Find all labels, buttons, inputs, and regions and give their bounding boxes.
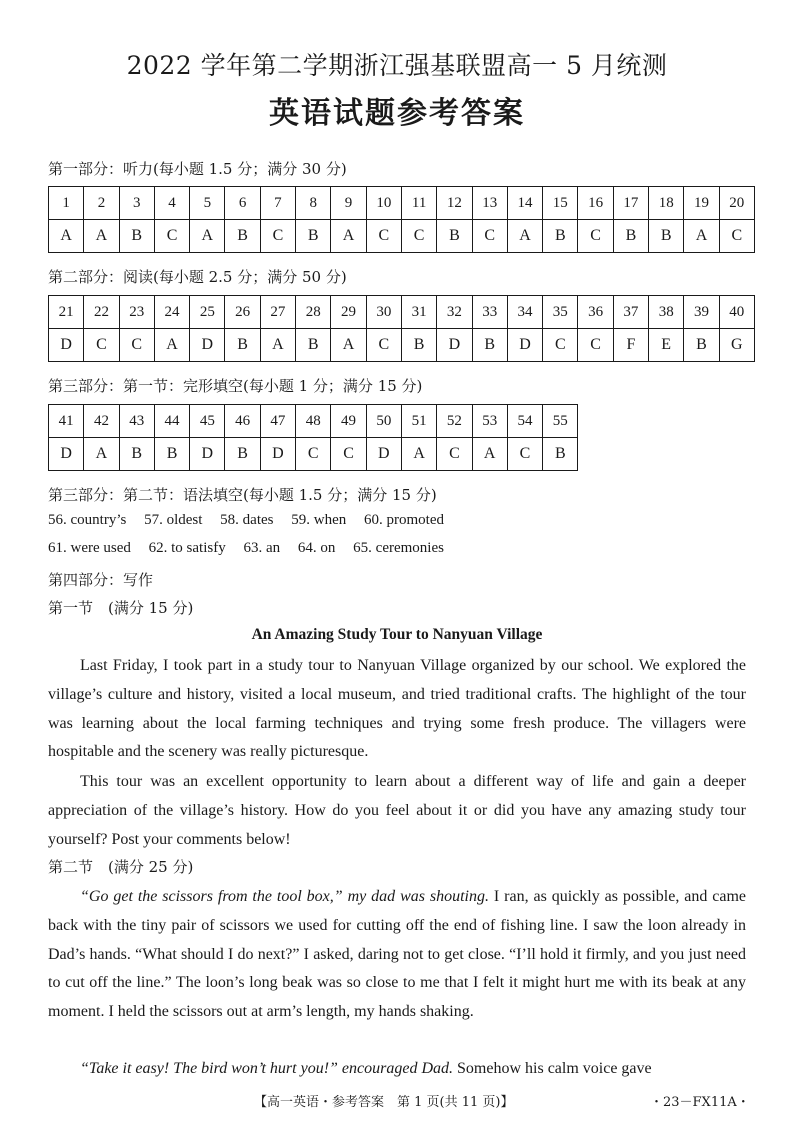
question-number: 39 [684,296,719,329]
question-number: 34 [507,296,542,329]
question-number: 37 [613,296,648,329]
answer-letter: C [543,329,578,362]
answer-letter: C [296,438,331,471]
answer-key-title: 英语试题参考答案 [269,96,525,131]
question-number: 52 [437,405,472,438]
question-number: 26 [225,296,260,329]
question-number: 49 [331,405,366,438]
question-number: 54 [507,405,542,438]
question-number: 32 [437,296,472,329]
question-number: 36 [578,296,613,329]
question-number: 17 [613,187,648,220]
answer-letter: A [154,329,189,362]
exam-title: 2022 学年第二学期浙江强基联盟高一 5 月统测 [126,51,668,80]
question-number: 21 [49,296,84,329]
answer-letter: D [190,438,225,471]
grammar-answer: 58. dates [220,512,274,528]
question-number: 13 [472,187,507,220]
answer-letter: D [49,438,84,471]
grammar-answer: 63. an [243,540,281,556]
writing-section2-heading: 第二节 (满分 25 分) [48,858,194,876]
question-number: 23 [119,296,154,329]
question-number: 10 [366,187,401,220]
answer-letter: D [260,438,295,471]
grammar-answers-row2 [48,540,458,557]
answer-letter: A [401,438,436,471]
grammar-answer: 62. to satisfy [148,540,226,556]
question-number: 5 [190,187,225,220]
answer-letter: D [507,329,542,362]
question-number: 50 [366,405,401,438]
essay-paragraph-2: This tour was an excellent opportunity to learn about a different way of life and gain a deeper appreciation of the village’s history. How do you feel about it or did you have any amazing study tour yourself? Post your comments below! [48,773,746,848]
question-number: 46 [225,405,260,438]
question-number: 12 [437,187,472,220]
part3-answer-row [49,438,578,471]
grammar-answer: 61. were used [48,540,131,556]
question-number: 4 [154,187,189,220]
part2-heading: 第二部分：阅读(每小题 2.5 分；满分 50 分) [48,268,347,286]
question-number: 29 [331,296,366,329]
answer-letter: B [684,329,719,362]
question-number: 31 [401,296,436,329]
question-number: 1 [49,187,84,220]
answer-letter: A [260,329,295,362]
grammar-answer: 56. country’s [48,512,127,528]
answer-letter: B [296,329,331,362]
answer-letter: C [260,220,295,253]
part1-answer-table [48,186,755,253]
answer-letter: C [507,438,542,471]
part2-answer-row [49,329,755,362]
answer-letter: A [331,329,366,362]
essay-title: An Amazing Study Tour to Nanyuan Village [251,626,543,643]
answer-letter: B [401,329,436,362]
answer-letter: B [649,220,684,253]
grammar-answer: 57. oldest [144,512,203,528]
question-number: 8 [296,187,331,220]
footer-page-info: 【高一英语・参考答案 第 1 页(共 11 页)】 [254,1095,514,1110]
answer-letter: A [190,220,225,253]
answer-letter: B [543,220,578,253]
question-number: 30 [366,296,401,329]
answer-letter: B [437,220,472,253]
story-p1-text: I ran, as quickly as possible, and came back with the tiny pair of scissors we used for cutting off the end of fishing line. I saw the loon already in Dad’s hands. “What should I do next?” I asked, daring not to get close. “I’ll hold it firmly, and you just need to cut off the line.” The loon’s long beak was so close to me that I felt it might hurt me with its beak at any moment. I held the scissors out at arm’s length, my hands shaking. [48,888,747,1021]
answer-letter: D [49,329,84,362]
part2-answer-table [48,295,755,362]
answer-letter: B [613,220,648,253]
question-number: 41 [49,405,84,438]
part4-heading: 第四部分：写作 [48,571,154,589]
answer-letter: C [401,220,436,253]
question-number: 38 [649,296,684,329]
answer-letter: D [366,438,401,471]
answer-letter: A [507,220,542,253]
question-number: 2 [84,187,119,220]
question-number: 48 [296,405,331,438]
part1-answer-row [49,220,755,253]
question-number: 11 [401,187,436,220]
question-number: 27 [260,296,295,329]
question-number: 51 [401,405,436,438]
grammar-answer: 60. promoted [364,512,444,528]
answer-letter: A [684,220,719,253]
answer-letter: B [472,329,507,362]
answer-letter: C [366,329,401,362]
question-number: 14 [507,187,542,220]
question-number: 42 [84,405,119,438]
answer-letter: A [84,438,119,471]
part2-number-row [49,296,755,329]
question-number: 55 [543,405,578,438]
part1-number-row [49,187,755,220]
answer-letter: G [719,329,754,362]
story-p1-italic: “Go get the scissors from the tool box,” my dad was shouting. [80,888,490,905]
question-number: 20 [719,187,754,220]
story-p2-text: Somehow his calm voice gave [453,1060,652,1077]
answer-letter: D [437,329,472,362]
question-number: 18 [649,187,684,220]
answer-letter: C [437,438,472,471]
question-number: 47 [260,405,295,438]
answer-letter: D [190,329,225,362]
answer-letter: A [472,438,507,471]
answer-letter: A [331,220,366,253]
grammar-answers-row1 [48,512,458,529]
writing-section1-heading: 第一节 (满分 15 分) [48,599,194,617]
answer-letter: B [119,438,154,471]
answer-letter: B [119,220,154,253]
story-p2-italic: “Take it easy! The bird won’t hurt you!” encouraged Dad. [80,1060,454,1077]
answer-letter: C [578,220,613,253]
question-number: 16 [578,187,613,220]
question-number: 44 [154,405,189,438]
answer-letter: C [119,329,154,362]
question-number: 40 [719,296,754,329]
question-number: 33 [472,296,507,329]
answer-letter: B [543,438,578,471]
part3-section1-answer-table [48,404,578,471]
answer-letter: E [649,329,684,362]
answer-letter: A [49,220,84,253]
answer-letter: B [154,438,189,471]
question-number: 7 [260,187,295,220]
answer-letter: C [84,329,119,362]
answer-letter: B [225,220,260,253]
part3-section1-heading: 第三部分：第一节：完形填空(每小题 1 分；满分 15 分) [48,377,423,395]
question-number: 22 [84,296,119,329]
part1-heading: 第一部分：听力(每小题 1.5 分；满分 30 分) [48,160,347,178]
grammar-answer: 64. on [297,540,336,556]
question-number: 24 [154,296,189,329]
answer-letter: F [613,329,648,362]
question-number: 28 [296,296,331,329]
question-number: 19 [684,187,719,220]
answer-letter: C [331,438,366,471]
answer-letter: B [225,438,260,471]
footer-code: ・23－FX11A・ [650,1095,750,1110]
answer-letter: C [719,220,754,253]
story-paragraph-1 [48,883,746,1027]
grammar-answer: 65. ceremonies [353,540,444,556]
answer-letter: A [84,220,119,253]
part3-section2-heading: 第三部分：第二节：语法填空(每小题 1.5 分；满分 15 分) [48,486,437,504]
question-number: 25 [190,296,225,329]
answer-letter: C [578,329,613,362]
essay-paragraph-1: Last Friday, I took part in a study tour to Nanyuan Village organized by our school. We explored the village’s culture and history, visited a local museum, and tried traditional crafts. The highlight of the tour was learning about the local farming techniques and trying some fresh produce. The villagers were hospitable and the scenery was really picturesque. [48,657,746,761]
answer-letter: C [154,220,189,253]
question-number: 43 [119,405,154,438]
question-number: 45 [190,405,225,438]
question-number: 53 [472,405,507,438]
question-number: 35 [543,296,578,329]
answer-letter: B [225,329,260,362]
question-number: 9 [331,187,366,220]
grammar-answer: 59. when [291,512,347,528]
answer-letter: B [296,220,331,253]
question-number: 15 [543,187,578,220]
story-paragraph-2 [48,1055,746,1084]
answer-letter: C [472,220,507,253]
part3-number-row [49,405,578,438]
question-number: 3 [119,187,154,220]
answer-letter: C [366,220,401,253]
question-number: 6 [225,187,260,220]
